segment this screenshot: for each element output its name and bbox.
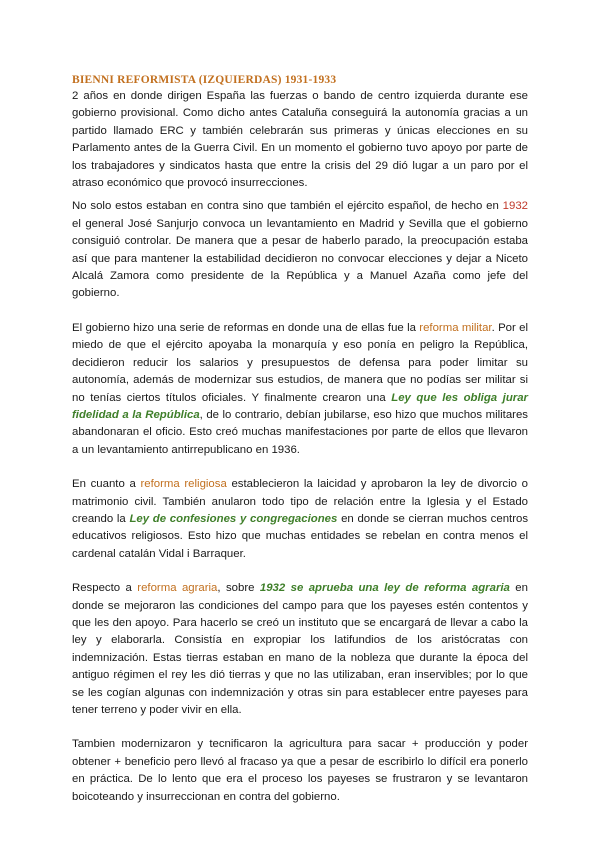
paragraph-military-reform <box>72 320 528 459</box>
paragraph-intro-text: 2 años en donde dirigen España las fuerzas o bando de centro izquierda durante ese gobierno provisional. Como dicho antes Cataluña conseguirá la autonomía gracias a un partido llamado ERC y también celebrarán sus primeras y únicas elecciones en su Parlamento antes de la Guerra Civil. En un momento el gobierno tuvo apoyo por parte de los trabajadores y sindicatos hasta que entre la crisis del 29 dió lugar a un paro por el atraso económico que provocó insurrecciones. <box>72 90 528 190</box>
link-reforma-religiosa[interactable]: reforma religiosa <box>140 478 227 491</box>
text-segment: , sobre <box>217 582 260 595</box>
paragraph-modernization-text: Tambien modernizaron y tecnificaron la agricultura para sacar + producción y poder obtener + beneficio pero llevó al fracaso ya que a pesar de escribirlo lo difícil era ponerlo en práctica. De lo lento que era el proceso los payeses se frustraron y se levantaron boicoteando y insurreccionan en contra del gobierno. <box>72 738 528 803</box>
text-segment: . Por el miedo de que el ejército apoyaba la monarquía y eso ponía en peligro la República, decidieron reducir los salarios y presupuestos de defensa para poder limitar su autonomía, además de modernizar sus estudios, de manera que no podías ser militar si no tenías ciertos títulos oficiales. Y finalmente crearon una <box>72 321 528 404</box>
paragraph-opposition <box>72 198 528 302</box>
text-segment: en donde se cierran muchos centros educativos religiosos. Esto hizo que muchas entidades se rebelan en contra menos el cardenal catalán Vidal i Barraquer. <box>72 512 529 560</box>
paragraph-intro <box>72 88 528 192</box>
text-segment: El gobierno hizo una serie de reformas en donde una de ellas fue la <box>72 321 420 334</box>
year-highlight: 1932 <box>502 200 528 213</box>
paragraph-modernization <box>72 736 528 806</box>
text-segment: , de lo contrario, debían jubilarse, eso hizo que muchos militares abandonaran el oficio. Esto creó muchas manifestaciones por parte de ellos que llevaron a un levantamiento antirrepublicano en 1936. <box>72 408 528 456</box>
paragraph-religious-reform <box>72 476 528 563</box>
paragraph-agrarian-reform <box>72 580 528 719</box>
link-reforma-agraria[interactable]: reforma agraria <box>137 582 218 595</box>
text-segment: establecieron la laicidad y aprobaron la ley de divorcio o matrimonio civil. También anularon todo tipo de relación entre la Iglesia y el Estado creando la <box>72 478 528 525</box>
section-title: BIENNI REFORMISTA (IZQUIERDAS) 1931-1933 <box>72 74 337 86</box>
emphasis-ley-confesiones: Ley de confesiones y congregaciones <box>129 512 338 525</box>
text-segment: en donde se mejoraron las condiciones del campo para que los payeses estén contentos y que les den apoyo. Para hacerlo se creó un instituto que se encargará de llevar a cabo la ley y elaborarla. Consistía en expropiar los latifundios de los aristócratas con indemnización. Estas tierras estaban en mano de la nobleza que durante la época del antiguo régimen el rey les dió tierras y que no las utilizaban, eran inservibles; por lo que se les cogían algunas con indemnización y otras sin para establecer entre payeses para tener terreno y poder vivir en ella. <box>72 582 528 716</box>
document-page <box>72 72 528 806</box>
text-segment: No solo estos estaban en contra sino que también el ejército español, de hecho en <box>72 200 503 213</box>
text-segment: el general José Sanjurjo convoca un levantamiento en Madrid y Sevilla que el gobierno consiguió controlar. De manera que a pesar de haberlo parado, la preocupación estaba así que para mantener la estabilidad decidieron no convocar elecciones y dejar a Niceto Alcalá Zamora como presidente de la República y a Manuel Azaña como jefe del gobierno. <box>72 217 528 300</box>
text-segment: En cuanto a <box>72 478 141 491</box>
emphasis-ley-reforma-agraria: 1932 se aprueba una ley de reforma agraria <box>259 582 510 595</box>
text-segment: Respecto a <box>72 582 138 595</box>
emphasis-ley-fidelidad: Ley que les obliga jurar fidelidad a la República <box>72 391 528 421</box>
link-reforma-militar[interactable]: reforma militar <box>419 321 492 334</box>
